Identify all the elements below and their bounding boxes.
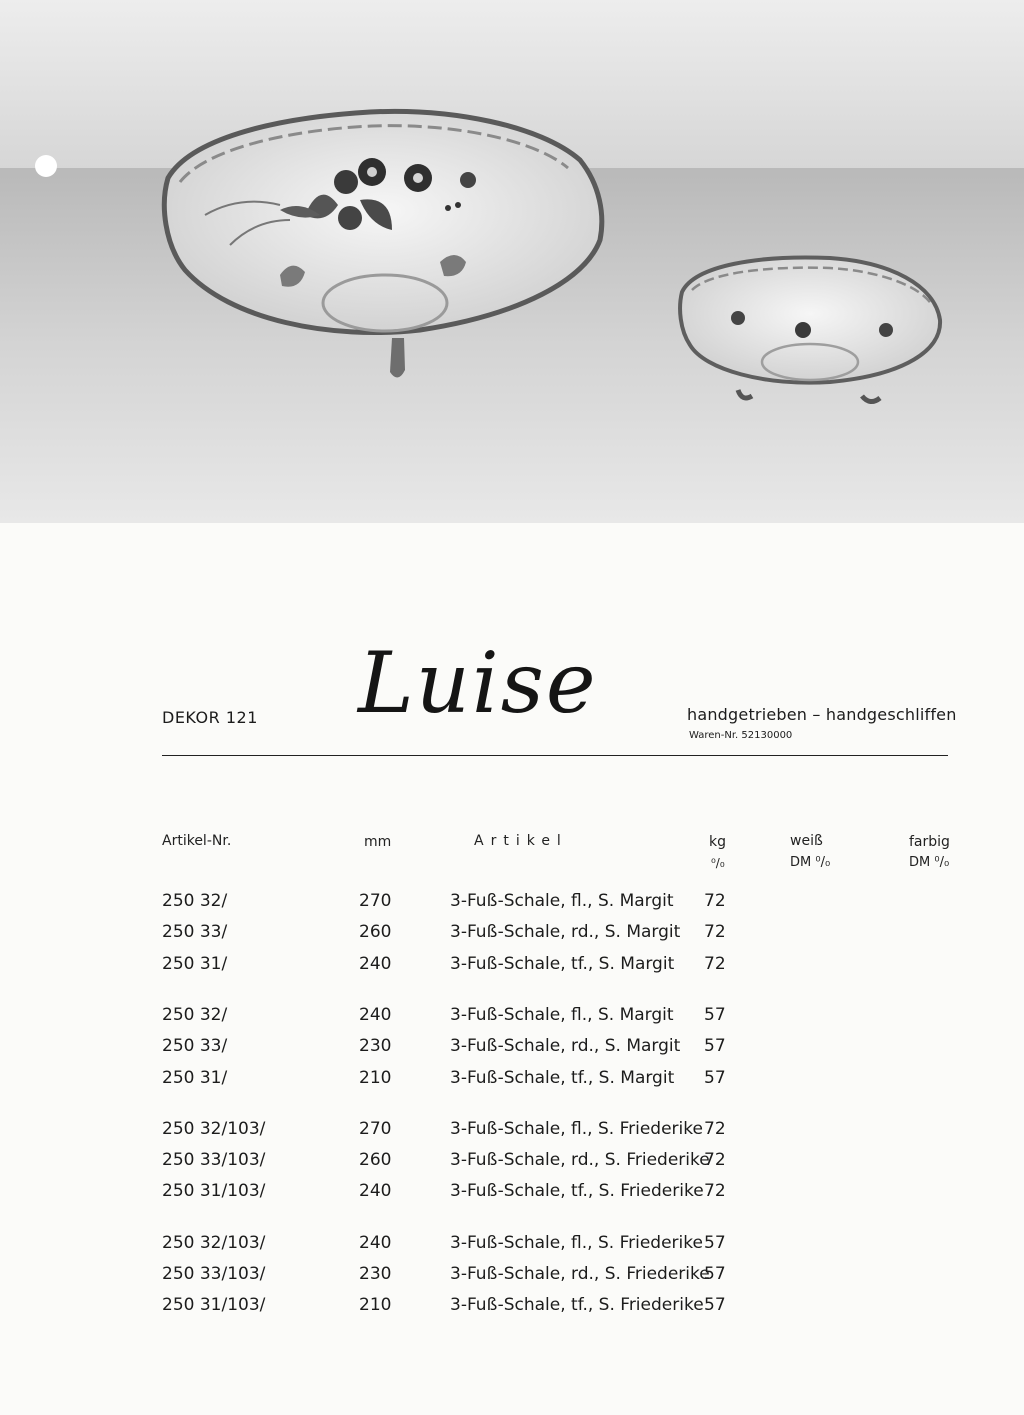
artikel-cell: 3-Fuß-Schale, tf., S. Friederike xyxy=(450,1181,704,1201)
kg-cell: 72 xyxy=(704,891,726,911)
artikel-nr-cell: 250 31/103/ xyxy=(162,1181,266,1201)
mm-cell: 240 xyxy=(359,1181,392,1201)
artikel-cell: 3-Fuß-Schale, rd., S. Friederike xyxy=(450,1264,710,1284)
table-row xyxy=(0,954,1024,978)
artikel-cell: 3-Fuß-Schale, rd., S. Friederike xyxy=(450,1150,710,1170)
table-row xyxy=(0,1036,1024,1060)
artikel-cell: 3-Fuß-Schale, fl., S. Friederike xyxy=(450,1233,703,1253)
kg-cell: 72 xyxy=(704,1181,726,1201)
kg-cell: 57 xyxy=(704,1068,726,1088)
waren-number: Waren-Nr. 52130000 xyxy=(689,730,793,741)
artikel-cell: 3-Fuß-Schale, fl., S. Friederike xyxy=(450,1119,703,1139)
col-header-kg-unit: ⁰/₀ xyxy=(711,856,725,870)
col-header-artikel: Artikel xyxy=(474,833,568,849)
kg-cell: 72 xyxy=(704,1150,726,1170)
artikel-nr-cell: 250 33/103/ xyxy=(162,1150,266,1170)
mm-cell: 210 xyxy=(359,1068,392,1088)
artikel-cell: 3-Fuß-Schale, rd., S. Margit xyxy=(450,1036,681,1056)
artikel-cell: 3-Fuß-Schale, tf., S. Margit xyxy=(450,954,675,974)
kg-cell: 57 xyxy=(704,1264,726,1284)
mm-cell: 210 xyxy=(359,1295,392,1315)
dekor-label: DEKOR 121 xyxy=(162,708,258,727)
mm-cell: 270 xyxy=(359,1119,392,1139)
table-row xyxy=(0,922,1024,946)
col-header-mm: mm xyxy=(364,834,392,850)
artikel-nr-cell: 250 32/ xyxy=(162,1005,228,1025)
kg-cell: 57 xyxy=(704,1233,726,1253)
table-row xyxy=(0,1264,1024,1288)
artikel-cell: 3-Fuß-Schale, fl., S. Margit xyxy=(450,891,674,911)
col-header-kg: kg xyxy=(709,834,726,850)
artikel-nr-cell: 250 31/ xyxy=(162,954,228,974)
mm-cell: 260 xyxy=(359,922,392,942)
production-note: handgetrieben – handgeschliffen xyxy=(687,705,957,724)
artikel-nr-cell: 250 33/103/ xyxy=(162,1264,266,1284)
mm-cell: 240 xyxy=(359,1233,392,1253)
artikel-nr-cell: 250 33/ xyxy=(162,922,228,942)
table-row xyxy=(0,1233,1024,1257)
col-header-artikel-nr: Artikel-Nr. xyxy=(162,833,232,849)
mm-cell: 230 xyxy=(359,1264,392,1284)
artikel-nr-cell: 250 32/103/ xyxy=(162,1233,266,1253)
artikel-nr-cell: 250 31/ xyxy=(162,1068,228,1088)
table-row xyxy=(0,891,1024,915)
kg-cell: 72 xyxy=(704,954,726,974)
col-header-weiss-unit: DM ⁰/₀ xyxy=(790,855,831,870)
col-header-farbig-unit: DM ⁰/₀ xyxy=(909,855,950,870)
table-row xyxy=(0,1068,1024,1092)
product-photo xyxy=(0,0,1024,523)
artikel-nr-cell: 250 31/103/ xyxy=(162,1295,266,1315)
kg-cell: 57 xyxy=(704,1036,726,1056)
artikel-cell: 3-Fuß-Schale, tf., S. Margit xyxy=(450,1068,675,1088)
mm-cell: 270 xyxy=(359,891,392,911)
mm-cell: 240 xyxy=(359,954,392,974)
kg-cell: 72 xyxy=(704,922,726,942)
artikel-cell: 3-Fuß-Schale, rd., S. Margit xyxy=(450,922,681,942)
artikel-nr-cell: 250 32/103/ xyxy=(162,1119,266,1139)
table-row xyxy=(0,1005,1024,1029)
product-title: Luise xyxy=(358,634,598,732)
divider-line xyxy=(162,755,948,756)
table-row xyxy=(0,1119,1024,1143)
table-row xyxy=(0,1150,1024,1174)
kg-cell: 57 xyxy=(704,1005,726,1025)
artikel-nr-cell: 250 33/ xyxy=(162,1036,228,1056)
artikel-cell: 3-Fuß-Schale, tf., S. Friederike xyxy=(450,1295,704,1315)
artikel-nr-cell: 250 32/ xyxy=(162,891,228,911)
table-row xyxy=(0,1181,1024,1205)
mm-cell: 260 xyxy=(359,1150,392,1170)
mm-cell: 230 xyxy=(359,1036,392,1056)
col-header-weiss: weiß xyxy=(790,833,823,849)
col-header-farbig: farbig xyxy=(909,834,950,850)
table-row xyxy=(0,1295,1024,1319)
kg-cell: 57 xyxy=(704,1295,726,1315)
kg-cell: 72 xyxy=(704,1119,726,1139)
mm-cell: 240 xyxy=(359,1005,392,1025)
artikel-cell: 3-Fuß-Schale, fl., S. Margit xyxy=(450,1005,674,1025)
